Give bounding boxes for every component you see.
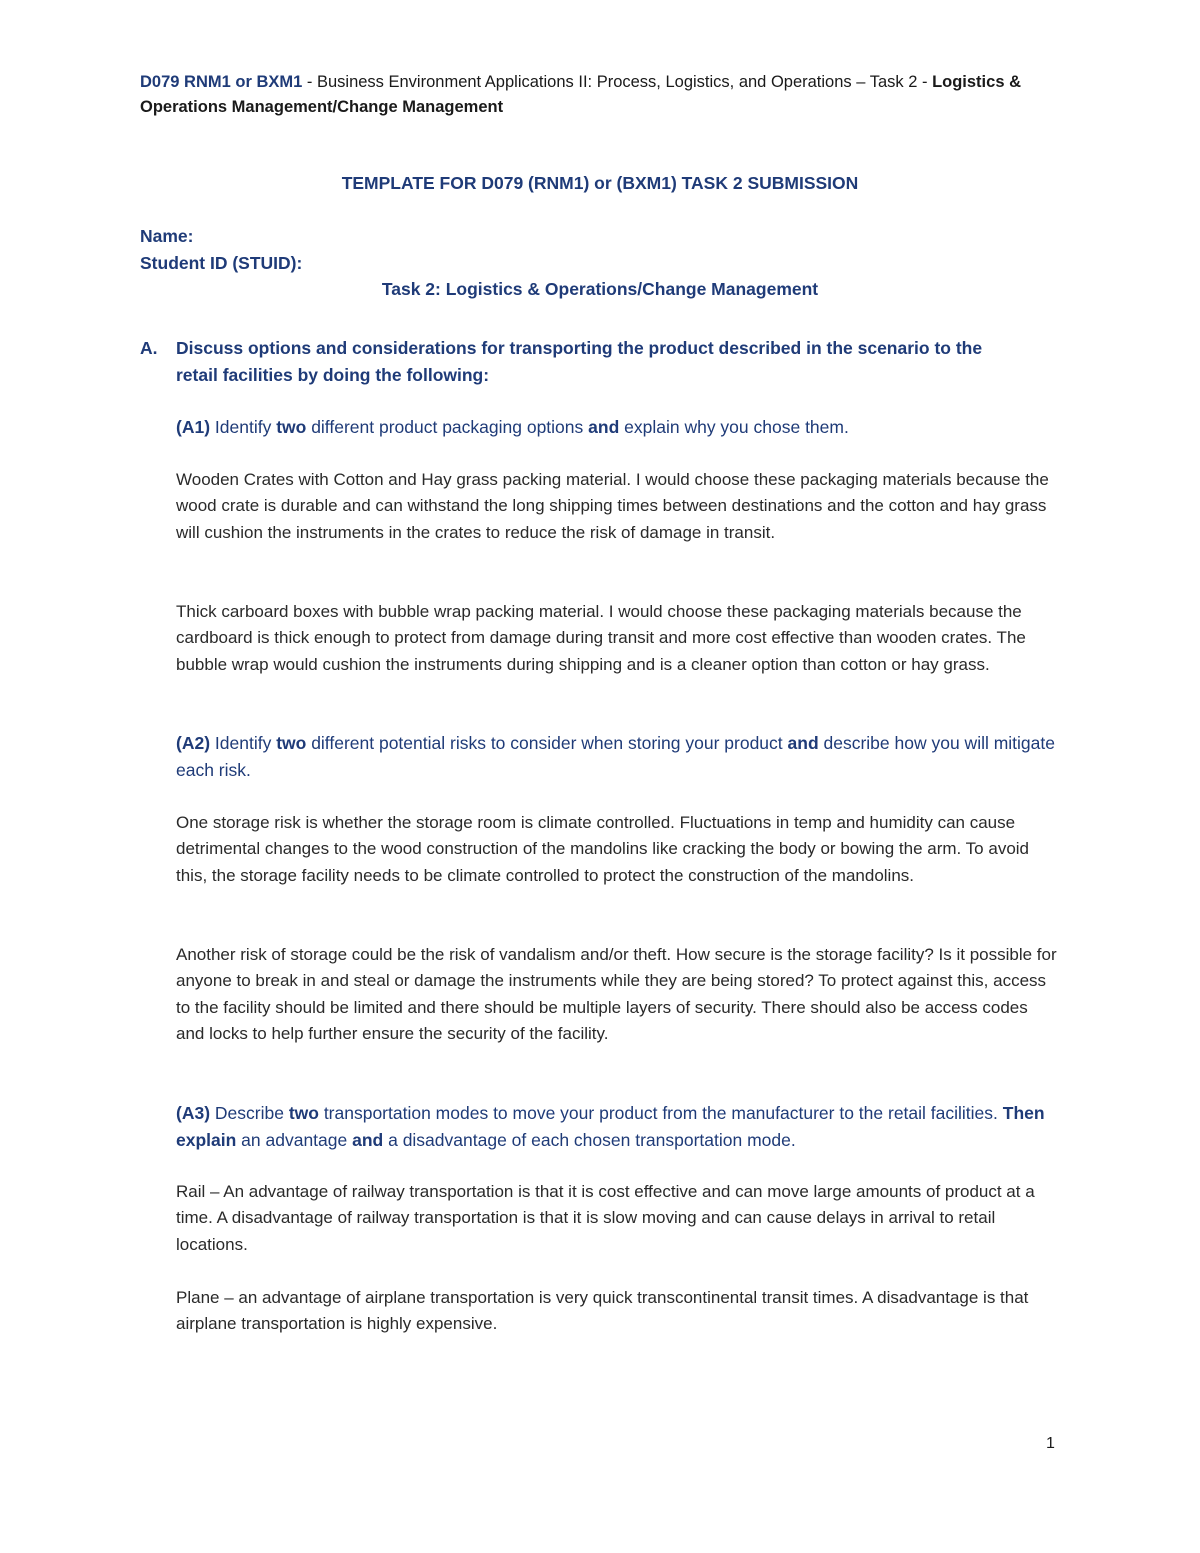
a1-code: (A1) (176, 417, 211, 437)
a1-text: explain why you chose them. (619, 417, 849, 437)
a1-text: different product packaging options (306, 417, 589, 437)
a1-text: Identify (210, 417, 277, 437)
a2-emphasis: two (276, 733, 307, 753)
course-description: Business Environment Applications II: Process, Logistics, and Operations – Task 2 - (316, 73, 933, 91)
section-a-line2: retail facilities by doing the following: (176, 365, 490, 385)
a1-emphasis: two (276, 417, 307, 437)
a2-text: Identify (210, 733, 277, 753)
course-code: D079 RNM1 or BXM1 (140, 73, 303, 91)
a2-emphasis: and (787, 733, 819, 753)
a2-text: describe how you will mitigate each risk. (176, 733, 1055, 780)
a1-answer-2: Thick carboard boxes with bubble wrap packing material. I would choose these packaging materials because the cardboard is thick enough to protect from damage during transit and more cost effective than wooden crates. The bubble wrap would cushion the instruments during shipping and is a cleaner option than cotton or hay grass. (176, 602, 1026, 674)
a2-answer-2: Another risk of storage could be the risk of vandalism and/or theft. How secure is the storage facility? Is it possible for anyone to break in and steal or damage the instruments while they are being stored? To protect against this, access to the facility should be limited and there should be multiple layers of security. There should also be access codes and locks to help further ensure the security of the facility. (176, 945, 1057, 1044)
a3-emphasis: and (352, 1130, 384, 1150)
a3-answer-1: Rail – An advantage of railway transportation is that it is cost effective and can move large amounts of product at a time. A disadvantage of railway transportation is that it is slow moving and can cause delays in arrival to retail locations. (176, 1182, 1035, 1254)
a2-prompt (176, 730, 1060, 784)
section-a-line1: Discuss options and considerations for transporting the product described in the scenario to the (176, 338, 983, 358)
page-header (140, 70, 1060, 120)
student-id-field-label: Student ID (STUID): (140, 253, 303, 273)
header-separator: - (302, 73, 317, 91)
section-a-label: A. (140, 338, 158, 358)
a1-emphasis: and (588, 417, 620, 437)
page-number: 1 (1046, 1435, 1055, 1452)
a3-text: a disadvantage of each chosen transportation mode. (383, 1130, 796, 1150)
task-title: Task 2: Logistics & Operations/Change Management (381, 279, 819, 299)
task-topic: Logistics & Operations Management/Change Management (140, 73, 1021, 116)
a3-code: (A3) (176, 1103, 211, 1123)
a3-emphasis: Then explain (176, 1103, 1045, 1150)
a2-code: (A2) (176, 733, 211, 753)
a2-text: different potential risks to consider when storing your product (306, 733, 788, 753)
a3-emphasis: two (288, 1103, 319, 1123)
name-field-label: Name: (140, 226, 194, 246)
a3-answer-2: Plane – an advantage of airplane transportation is very quick transcontinental transit times. A disadvantage is that airplane transportation is highly expensive. (176, 1288, 1029, 1334)
a3-text: Describe (210, 1103, 289, 1123)
a2-answer-1: One storage risk is whether the storage room is climate controlled. Fluctuations in temp and humidity can cause detrimental changes to the wood construction of the mandolins like cracking the body or bowing the arm. To avoid this, the storage facility needs to be climate controlled to protect the construction of the mandolins. (176, 813, 1030, 885)
section-a-heading (140, 335, 1060, 389)
a3-text: an advantage (236, 1130, 353, 1150)
a3-text: transportation modes to move your product from the manufacturer to the retail facilities. (318, 1103, 1003, 1123)
a1-prompt (176, 414, 1060, 441)
template-title: TEMPLATE FOR D079 (RNM1) or (BXM1) TASK 2 SUBMISSION (341, 173, 859, 193)
a3-prompt (176, 1100, 1060, 1154)
a1-answer-1: Wooden Crates with Cotton and Hay grass packing material. I would choose these packaging materials because the wood crate is durable and can withstand the long shipping times between destinations and the cotton and hay grass will cushion the instruments in the crates to reduce the risk of damage in transit. (176, 470, 1049, 542)
